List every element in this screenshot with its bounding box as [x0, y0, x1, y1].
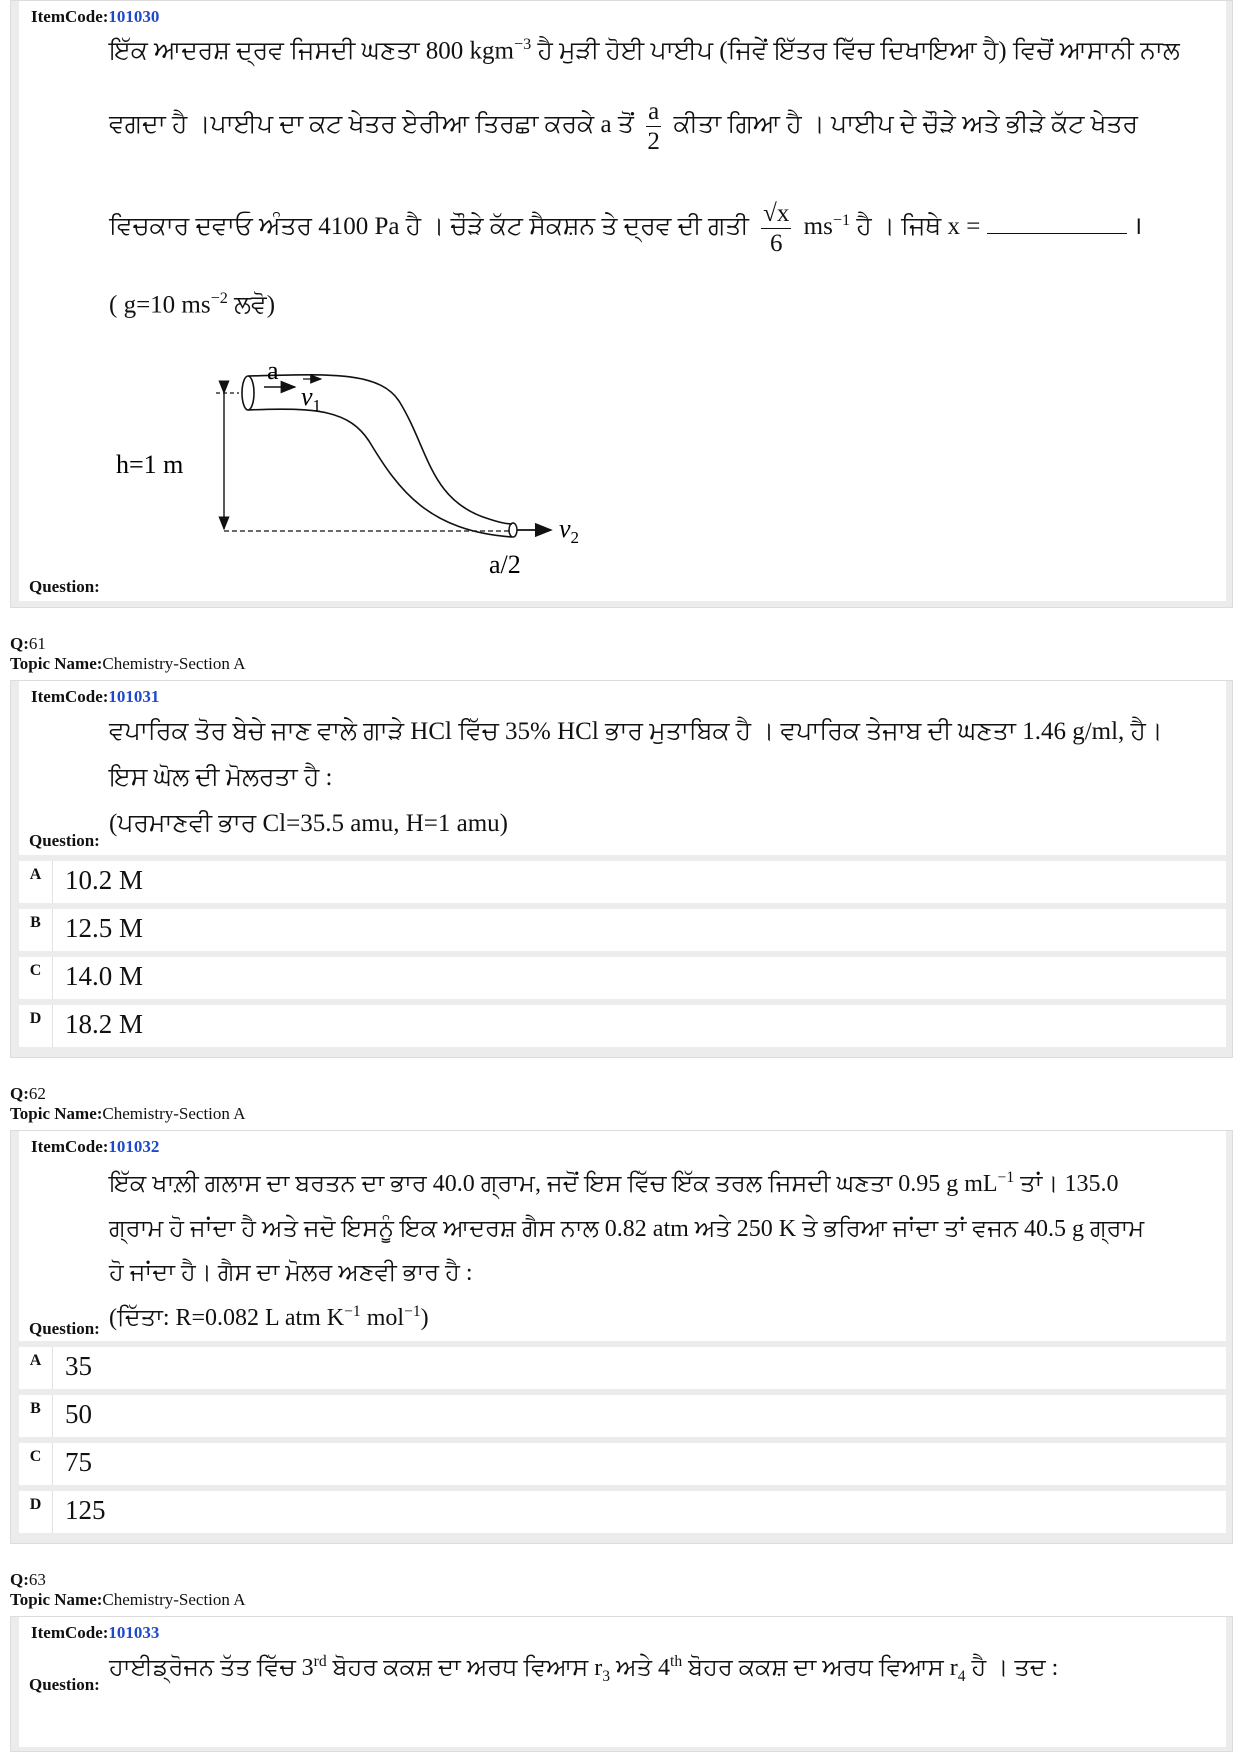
- pipe-narrow-opening: [509, 523, 517, 537]
- option-d[interactable]: [19, 1491, 1226, 1533]
- question-label: Question:: [29, 1319, 100, 1338]
- question-label: Question:: [29, 577, 100, 596]
- option-b[interactable]: [19, 1395, 1226, 1437]
- question-text-line-1: [109, 35, 1180, 66]
- option-a[interactable]: [19, 1347, 1226, 1389]
- question-text-line-1: ਇੱਕ ਖਾਲ਼ੀ ਗਲਾਸ ਦਾ ਬਰਤਨ ਦਾ ਭਾਰ 40.0 ਗ੍ਰਾਮ, ਜਦੋਂ ਇਸ ਵਿੱਚ ਇੱਕ ਤਰਲ ਜਿਸਦੀ ਘਣਤਾ 0.95 g $mL^{-1}$ ਤਾਂ। 135.0: [109, 1169, 1119, 1197]
- superscript: −1: [832, 210, 851, 229]
- option-c[interactable]: [19, 1443, 1226, 1485]
- label-h: h=1 m: [116, 450, 184, 479]
- question-header-62: [10, 1084, 1235, 1124]
- itemcode: ItemCode:101032: [31, 1137, 160, 1156]
- question-body: [19, 1617, 1226, 1747]
- text-segment: ਵਿਚਕਾਰ ਦਵਾਓ ਅੰਤਰ 4100 Pa ਹੈ । ਚੌੜੇ ਕੱਟ ਸੈਕਸ਼ਨ ਤੇ ਦ੍ਰਵ ਦੀ ਗਤੀ: [109, 213, 749, 241]
- question-card-101031: [10, 680, 1233, 1058]
- question-text-line-2: ਗ੍ਰਾਮ ਹੋ ਜਾਂਦਾ ਹੈ ਅਤੇ ਜਦੋ ਇਸਨੂੰ ਇਕ ਆਦਰਸ਼ ਗੈਸ ਨਾਲ 0.82 atm ਅਤੇ 250 K ਤੇ ਭਰਿਆ ਜਾਂਦਾ ਤਾਂ ਵਜਨ 40.5 g ਗ੍ਰਾਮ: [109, 1216, 1145, 1242]
- fraction-denominator: 6: [770, 230, 783, 257]
- fraction-root-x-over-6: [761, 201, 791, 256]
- question-body: [19, 1131, 1226, 1341]
- superscript: −3: [513, 35, 532, 53]
- question-label: Question:: [29, 1675, 100, 1694]
- option-letter: C: [19, 957, 53, 999]
- question-body: [19, 1, 1226, 601]
- fraction-numerator: a: [648, 98, 660, 125]
- topic-name: Topic Name:Chemistry-Section A: [10, 1104, 246, 1123]
- option-letter: B: [19, 909, 53, 951]
- option-letter: D: [19, 1005, 53, 1047]
- question-card-101032: [10, 1130, 1233, 1544]
- text-segment: ( g=10 ms: [109, 291, 211, 319]
- option-text: 14.0 M: [65, 961, 144, 991]
- option-text: 35: [65, 1351, 92, 1381]
- fraction-denominator: 2: [647, 128, 660, 155]
- fraction-a-over-2: [646, 99, 661, 154]
- itemcode-value: 101031: [108, 687, 160, 706]
- itemcode: ItemCode:101031: [31, 687, 160, 706]
- answer-blank: [987, 233, 1127, 234]
- question-text-line-2: ਇਸ ਘੋਲ ਦੀ ਮੋਲਰਤਾ ਹੈ :: [109, 764, 333, 791]
- itemcode-value: 101032: [108, 1137, 160, 1156]
- question-card-101030: [10, 0, 1233, 608]
- text-segment: ਲਵੋ): [227, 291, 276, 319]
- question-text-line-3: (ਪਰਮਾਣਵੀ ਭਾਰ Cl=35.5 amu, H=1 amu): [109, 810, 509, 837]
- question-number: Q:62: [10, 1084, 46, 1103]
- pipe-wide-opening: [242, 376, 254, 410]
- option-letter: D: [19, 1491, 53, 1533]
- option-letter: C: [19, 1443, 53, 1485]
- question-number: Q:63: [10, 1570, 46, 1589]
- label-a-top: a: [267, 356, 279, 385]
- text-segment: ms: [803, 213, 833, 241]
- label-v2: $v_2$: [559, 514, 580, 547]
- option-c[interactable]: [19, 957, 1226, 999]
- option-d[interactable]: [19, 1005, 1226, 1047]
- fraction-numerator: √x: [763, 200, 790, 227]
- text-segment: ਹੈ ਮੁੜੀ ਹੋਈ ਪਾਈਪ (ਜਿਵੇਂ ਇੱਤਰ ਵਿੱਚ ਦਿਖਾਇਆ ਹੈ) ਵਿਚੋਂ ਆਸਾਨੀ ਨਾਲ: [531, 37, 1180, 65]
- option-a[interactable]: [19, 861, 1226, 903]
- option-text: 50: [65, 1399, 92, 1429]
- itemcode-value: 101033: [108, 1623, 160, 1642]
- itemcode: [31, 7, 159, 27]
- question-text-line-1: ਵਪਾਰਿਕ ਤੋਰ ਬੇਚੇ ਜਾਣ ਵਾਲੇ ਗਾੜੇ HCl ਵਿੱਚ 35% HCl ਭਾਰ ਮੁਤਾਬਿਕ ਹੈ । ਵਪਾਰਿਕ ਤੇਜਾਬ ਦੀ ਘਣਤਾ 1.46 g/ml, ਹੈ।: [109, 718, 1163, 745]
- question-header-61: [10, 634, 1235, 674]
- itemcode-label: ItemCode:: [31, 7, 109, 26]
- label-a-half: a/2: [489, 550, 521, 579]
- option-letter: A: [19, 861, 53, 903]
- pipe-lower-wall: [248, 409, 512, 537]
- pipe-upper-wall: [248, 375, 512, 524]
- text-segment: ਇੱਕ ਆਦਰਸ਼ ਦ੍ਰਵ ਜਿਸਦੀ ਘਣਤਾ 800 kgm: [109, 37, 514, 65]
- option-text: 75: [65, 1447, 92, 1477]
- question-text-line-1: ਹਾਈਡ੍ਰੋਜਨ ਤੱਤ ਵਿੱਚ 3rd ਬੋਹਰ ਕਕਸ਼ ਦਾ ਅਰਧ ਵਿਆਸ $r_3$ ਅਤੇ 4th ਬੋਹਰ ਕਕਸ਼ ਦਾ ਅਰਧ ਵਿਆਸ $r_4$ ਹੈ । ਤਦ :: [109, 1653, 1059, 1685]
- question-header-63: [10, 1570, 1235, 1610]
- question-text-line-3: ਹੋ ਜਾਂਦਾ ਹੈ। ਗੈਸ ਦਾ ਮੋਲਰ ਅਣਵੀ ਭਾਰ ਹੈ :: [109, 1260, 473, 1286]
- question-text-line-4: (ਦਿੱਤਾ: R=0.082 L atm $K^{-1}$ mol$^{-1}$): [109, 1303, 429, 1331]
- option-letter: B: [19, 1395, 53, 1437]
- text-segment: ।: [1132, 213, 1143, 241]
- topic-name: Topic Name:Chemistry-Section A: [10, 654, 246, 673]
- itemcode: ItemCode:101033: [31, 1623, 160, 1642]
- question-text-line-4: [109, 289, 275, 320]
- option-text: 125: [65, 1495, 106, 1525]
- question-body: [19, 681, 1226, 855]
- superscript: −2: [210, 289, 228, 307]
- option-text: 10.2 M: [65, 865, 144, 895]
- option-text: 12.5 M: [65, 913, 144, 943]
- text-segment: ਵਗਦਾ ਹੈ ।ਪਾਈਪ ਦਾ ਕਟ ਖੇਤਰ ਏਰੀਆ ਤਿਰਛਾ ਕਰਕੇ a ਤੋਂ: [109, 111, 634, 139]
- text-segment: ਹੈ । ਜਿਥੇ x =: [850, 213, 981, 241]
- option-text: 18.2 M: [65, 1009, 144, 1039]
- topic-name: Topic Name:Chemistry-Section A: [10, 1590, 246, 1609]
- question-text-line-2: [109, 99, 1138, 154]
- label-v1: $v_1$: [301, 382, 322, 415]
- question-text-line-3: [109, 201, 1142, 256]
- question-number: Q:61: [10, 634, 46, 653]
- option-letter: A: [19, 1347, 53, 1389]
- option-b[interactable]: [19, 909, 1226, 951]
- question-card-101033: [10, 1616, 1233, 1752]
- itemcode-value: 101030: [108, 7, 160, 26]
- question-label: Question:: [29, 831, 100, 850]
- text-segment: ਕੀਤਾ ਗਿਆ ਹੈ । ਪਾਈਪ ਦੇ ਚੌੜੇ ਅਤੇ ਭੀੜੇ ਕੱਟ ਖੇਤਰ: [673, 111, 1138, 139]
- bent-pipe-diagram: [99, 356, 659, 601]
